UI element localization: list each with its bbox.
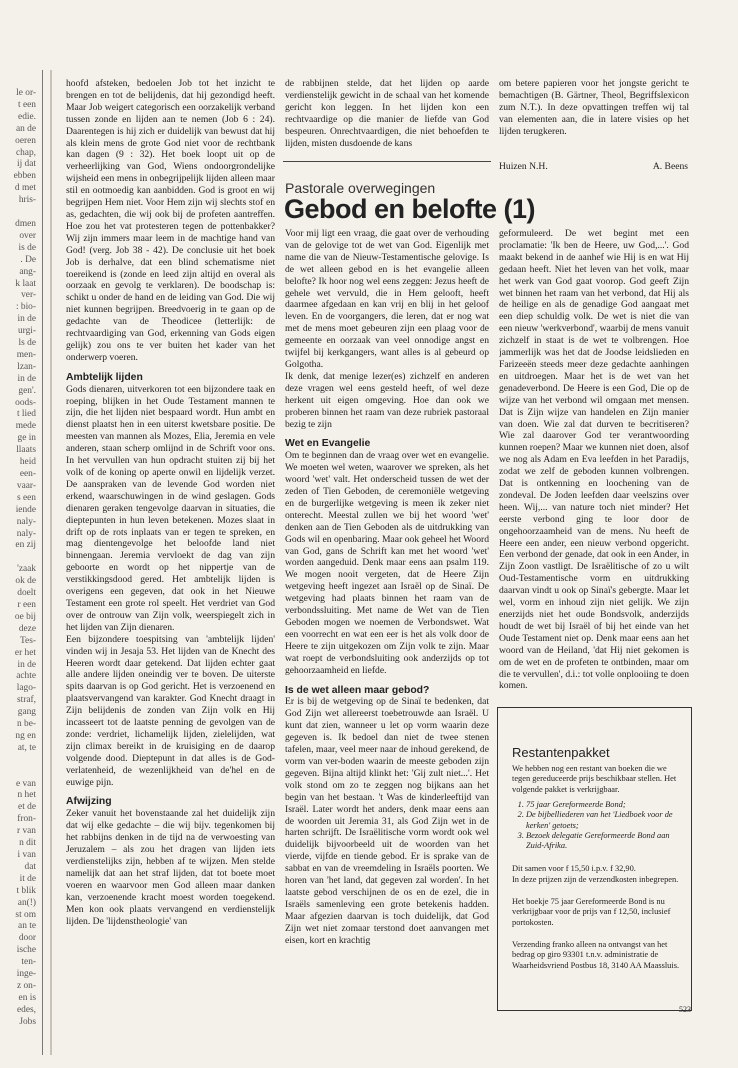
- fragment-line: door: [18, 933, 36, 944]
- column-3-continuation: [499, 78, 689, 160]
- list-item: 2. De bijbelliederen van het 'Liedboek voor de kerken' getoets;: [526, 810, 680, 831]
- fragment-line: ij dat: [16, 159, 36, 170]
- fragment-line: ok de: [15, 576, 36, 587]
- fragment-line: chap,: [15, 147, 36, 158]
- fragment-line: s een: [16, 492, 36, 503]
- fragment-line: [0, 767, 36, 779]
- paragraph: Zeker vanuit het bovenstaande zal het duidelijk zijn dat wij elke gedachte – die wij bijv. tegenkomen bij het rabbijns denken in de tijd na de verwoesting van Jeruzalem – als zou het dragen van lijden iets verdienstelijks zijn, hebben af te wijzen. Men stelde namelijk dat aan het straf lijden, dat tot boete moet voeren en waarvoor men God alleen maar danken kan, verzoenende kracht moest worden toegekend. Men kon ook plaats vervangend en verdienstelijk lijden. De 'lijdenstheologie' van: [66, 808, 275, 927]
- paragraph: Gods dienaren, uitverkoren tot een bijzondere taak en roeping, blijken in het Oude Testament mannen te zijn, die het lijden niet bespaard wordt. Hun ambt en dienst plaatst hen in een uiterst kwetsbare positie. De meesten van mannen als Mozes, Elia, Jeremia en vele anderen, staan scherp omlijnd in de Schrift voor ons. In het vervullen van hun opdracht stuiten zij bij het volk of de koning op aperte onwil en lijdelijk verzet. De aanspraken van de levende God worden niet erkend, waarschuwingen in de wind geslagen. Gods dienaren geraken tengevolge daarvan in situaties, die dieptepunten in hun leven betekenen. Mozes slaat in drift op de rots inplaats van er tegen te spreken, en mag dientengevolge het beloofde land niet binnengaan. Jeremia vervloekt de dag van zijn geboorte en wordt op het nippertje van de verstikkingsdood gered. Het ambtelijk lijden is overigens een gegeven, dat ook in het Nieuwe Testament een grote rol speelt. Het verdriet van God over de ontrouw van Zijn volk, weerspiegelt zich in het lijden van Zijn dienaren.: [66, 383, 275, 633]
- paragraph: Voor mij ligt een vraag, die gaat over de verhouding van de gelovige tot de wet van God. Eigenlijk met name die van de Nieuw-Testamentische gelovige. Is de wet alleen gebod en is het evangelie alleen belofte? Ik hoor nog wel eens zeggen: Jezus heeft de gehele wet vervuld, die in Hem gelooft, heeft daarmee afgedaan en kan vrij en blij in het geloof leven. En de voorgangers, die leren, dat er nog wat met de mens moet gebeuren zijn een plaag voor de gemeente en oorzaak van veel onnodige angst en twijfel bij kerkgangers, want alles is al gebeurd op Golgotha.: [285, 228, 489, 370]
- binding-shadow: [50, 70, 52, 1055]
- fragment-line: k laat: [15, 278, 36, 289]
- fragment-line: achte: [16, 671, 36, 682]
- paragraph: geformuleerd. De wet begint met een proclamatie: 'Ik ben de Heere, uw God,...'. God maakt bekend in de aanhef wie Hij is en wat Hij gedaan heeft. Niet het leven van het volk, maar het werk van God gaat voorop. God geeft Zijn wet binnen het raam van het verbond, dat Hij als de heilige en als de genadige God aangaat met een diep schuldig volk. De wet is niet die van een nieuw 'werkverbond', waarbij de mens vanuit zichzelf in staat is de wet te volbrengen. Hoe jammerlijk was het dat de Joodse leidslieden en Farizeeën steeds meer deze gedachte aanhingen en uitdroegen. Maar het is de wet van het genadeverbond. De Heere is een God, Die op de wijze van het verbond wil omgaan met mensen. Dat is Zijn wijze van handelen en Zijn manier van doen. Wie zal dat durven te becritiseren? Wie zal daarover God ter verantwoording kunnen roepen? Maar we kunnen niet doen, alsof we nog als Adam en Eva leefden in het Paradijs, zodat we zelf de geboden kunnen volbrengen. Dat is ontkenning en loochening van de zondeval. De Joden leefden daar veelszins over heen. Wij,... van nature toch niet minder? Het eerste verbond ging te loor door de ongehoorzaamheid van de mens. Nu heeft de Heere een ander, een nieuw verbond opgericht. Een verbond der genade, dat ook in een Ander, in Zijn Zoon vastligt. De Israëlitische of zo u wilt Oud-Testamentische vorm en uitdrukking daarvan vindt u ook op Sinaï's gebergte. Maar let wel, vorm en inhoud zijn niet gelijk. We zijn enerzijds niet het oude Bondsvolk, anderzijds houdt de wet bij Israël of bij het einde van het Oude Testament niet op. Denk maar eens aan het woord van de Heiland, 'dat Hij niet gekomen is om de wet en de profeten te ontbinden, maar om die te vervullen', d.i.: tot volle onplooiing te doen komen.: [499, 228, 689, 692]
- previous-page-fragment: [0, 88, 36, 1058]
- article-kicker: Pastorale overwegingen: [285, 180, 436, 196]
- fragment-line: [0, 552, 36, 564]
- box-title: Restantenpakket: [512, 745, 610, 760]
- box-paragraph: Verzending franko alleen na ontvangst van het bedrag op giro 93301 t.n.v. administratie de Waarheidsvriend Postbus 18, 3140 AA Maassluis.: [512, 940, 680, 970]
- fragment-line: deze: [18, 623, 36, 634]
- fragment-line: vaar-: [16, 480, 36, 491]
- fragment-line: ang-: [19, 266, 36, 277]
- fragment-line: ten-: [21, 957, 36, 968]
- column-2-continuation: [285, 78, 489, 148]
- fragment-line: i van: [17, 850, 36, 860]
- paragraph: hoofd afsteken, bedoelen Job tot het inzicht te brengen en tot de belijdenis, dat hij gezondigd heeft. Maar Job weigert categorisch een oorzakelijk verband tussen zonde en lijden aan te nemen (Job 6 : 24). Daarentegen is hij zich er duidelijk van bewust dat hij als klein mens de grote God niet voor de rechtbank kan dagen (9 : 32). Het boek loopt uit op de verheerlijking van God, Wiens ondoorgrondelijke wijsheid een mens in onbegrijpelijk lijden alleen maar stil en ootmoedig kan aanbidden. God is groot en wij begrijpen Hem niet. Voor Hem zijn wij slechts stof en as, gedachten, die wij ook bij de profeten aantreffen. Hoe zou het vat protesteren tegen de pottenbakker? Wij zijn immers maar leem in de machtige hand van God! (verg. Job 38 - 42). De conclusie uit het boek Job is derhalve, dat een blind schematisme niet toereikend is (zonde en leed zijn altijd en overal als oorzaak en gevolg te verklaren). De boodschap is: schikt u onder de hand en de leiding van God. Die wij niet kunnen begrijpen. Breedvoerig in te gaan op de gedachte van de Theodicee (letterlijk: de rechtvaardiging van God, erkenning van Gods eigen gelijk) zou ons te ver buiten het kader van het onderwerp voeren.: [66, 78, 275, 363]
- fragment-line: z on-: [16, 980, 36, 991]
- fragment-line: urgi-: [17, 326, 36, 337]
- column-3: [499, 228, 689, 698]
- fragment-line: n be-: [16, 719, 36, 730]
- fragment-line: [0, 755, 36, 767]
- fragment-line: mede: [15, 421, 36, 432]
- fragment-line: een-: [19, 469, 36, 479]
- fragment-line: r een: [17, 599, 36, 610]
- article-title: Gebod en belofte (1): [284, 194, 536, 224]
- fragment-line: en is: [18, 992, 36, 1003]
- fragment-line: ng en: [15, 730, 36, 741]
- subheading: Is de wet alleen maar gebod?: [285, 684, 430, 696]
- fragment-line: 'zaak: [17, 564, 36, 575]
- fragment-line: an de: [15, 123, 36, 134]
- fragment-line: et de: [18, 802, 36, 813]
- divider: [283, 161, 491, 162]
- fragment-line: e van: [15, 778, 36, 789]
- fragment-line: oods-: [15, 397, 36, 408]
- restantenpakket-box: [497, 707, 692, 1011]
- fragment-line: t lied: [16, 409, 36, 420]
- fragment-line: in de: [17, 373, 36, 384]
- page-number: 523: [679, 1005, 691, 1014]
- box-price: Dit samen voor f 15,50 i.p.v. f 32,90.: [512, 864, 636, 873]
- box-paragraph: Het boekje 75 jaar Gereformeerde Bond is nu verkrijgbaar voor de prijs van f 12,50, inclusief portokosten.: [512, 897, 671, 927]
- fragment-line: heid: [19, 457, 36, 468]
- fragment-line: lzan-: [17, 361, 36, 372]
- fragment-line: Tes-: [19, 635, 36, 646]
- fragment-line: in de: [17, 314, 36, 325]
- column-2: [285, 228, 489, 1054]
- list-item: 1. 75 jaar Gereformeerde Bond;: [526, 800, 680, 810]
- fragment-line: n dit: [19, 838, 36, 849]
- fragment-line: doelt: [17, 588, 36, 599]
- fragment-line: is de: [18, 242, 36, 253]
- column-1: [66, 78, 275, 1053]
- fragment-line: llaats: [16, 445, 36, 456]
- paragraph: Om te beginnen dan de vraag over wet en evangelie. We moeten wel weten, waarover we spreken, als het woord 'wet' valt. Het onderscheid tussen de wet der zeden of Tien Geboden, de ceremoniële wetgeving en de burgerlijke wetgeving is meen ik zeker niet onterecht. Meestal zullen we bij het woord 'wet' denken aan de Tien Geboden als de uitdrukking van Gods wil en openbaring. Maar ook geheel het Woord van God, gans de Schrift kan met het woord 'wet' worden aangeduid. Denk maar eens aan psalm 119. We mogen nooit vergeten, dat de Heere Zijn wetgeving heeft ingezet aan Israël op de Sinaï. De wetgeving had plaats binnen het raam van de verbondssluiting. Met name de Wet van de Tien Geboden mogen we noemen de Verbondswet. Wat een voorrecht en wat een eer is het als volk door de Heere te zijn uitgekozen om Zijn volk te zijn. Maar wat roept de verbondsluiting ook anderzijds op tot gehoorzaamheid en liefde.: [285, 450, 489, 676]
- fragment-line: dat: [24, 861, 36, 872]
- fragment-line: edes,: [16, 1004, 36, 1015]
- fragment-line: . De: [20, 254, 36, 265]
- fragment-line: edie.: [18, 111, 36, 122]
- fragment-line: le or-: [16, 88, 36, 98]
- fragment-line: naly-: [16, 516, 36, 527]
- fragment-line: oeren: [15, 135, 36, 146]
- subheading: Ambtelijk lijden: [66, 371, 143, 383]
- fragment-line: r van: [16, 826, 36, 837]
- author-name: A. Beens: [652, 161, 688, 172]
- fragment-line: ls de: [18, 338, 36, 349]
- fragment-line: fron-: [17, 814, 36, 825]
- fragment-line: in de: [17, 659, 36, 670]
- fragment-line: oe bij: [14, 611, 36, 622]
- fragment-line: lago-: [16, 683, 36, 694]
- fragment-line: straf,: [16, 695, 36, 706]
- fragment-line: ver-: [21, 290, 36, 301]
- gutter-rule: [42, 70, 43, 1055]
- box-price-note: In deze prijzen zijn de verzendkosten inbegrepen.: [512, 875, 679, 884]
- fragment-line: en zij: [15, 540, 36, 551]
- fragment-line: gen'.: [18, 385, 36, 396]
- fragment-line: dmen: [15, 218, 36, 229]
- fragment-line: st om: [15, 909, 36, 920]
- fragment-line: t een: [18, 99, 36, 110]
- fragment-line: over: [19, 230, 36, 241]
- author-signature: [499, 161, 688, 172]
- fragment-line: at, te: [17, 742, 36, 753]
- fragment-line: n het: [17, 790, 36, 801]
- fragment-line: inge-: [16, 969, 36, 980]
- fragment-line: ische: [16, 945, 36, 956]
- paragraph: Ik denk, dat menige lezer(es) zichzelf en anderen deze vragen wel eens gesteld heeft, of wel deze herkent uit eigen omgeving. Hoe dan ook we proberen binnen het raam van deze rubriek pastoraal bezig te zijn: [285, 370, 489, 430]
- fragment-line: it de: [19, 873, 36, 884]
- fragment-line: d met: [14, 183, 36, 194]
- paragraph: Er is bij de wetgeving op de Sinaï te bedenken, dat God Zijn wet allereerst toebetrouwde aan Israël. U kunt dat zien, wanneer u let op vorm waarin deze gegeven is. Ik bedoel dan niet de twee stenen tafelen, maar, veel meer naar de inhoud gerekend, de vorm van ver-boden waarin de meeste geboden zijn gegeven. Bijna altijd klinkt het: 'Gij zult niet...'. Het volk stond om zo te zeggen nog bijkans aan het begin van het bestaan. 't Was de kinderleeftijd van Israël. Later wordt het anders, denk maar eens aan de woorden uit Jeremia 31, als God Zijn wet in de harten schrijft. De Israëlitische vorm wordt ook wel duidelijk bijvoorbeeld uit de woorden van het vierde, vijfde en tiende gebod. Er is sprake van de sabbat en van de vreemdeling in Israëls poorten. We horen van 'het land, dat gegeven zal worden'. In het laatste gebod verschijnen de os en de ezel, die in Israëls samenleving een grote betekenis hadden. Maar afgezien daarvan is toch duidelijk, dat God Zijn wet niet zomaar terstond doet aanvangen met eisen, kort en krachtig: [285, 696, 489, 946]
- paragraph: de rabbijnen stelde, dat het lijden op aarde verdienstelijk gewicht in de schaal van het komende gericht kon leggen. In het lijden kon een rechtvaardige op die manier de liefde van God bespeuren. Onrechtvaardigen, die niet behoefden te lijden, misten dusdoende de kans: [285, 78, 489, 148]
- fragment-line: an te: [18, 921, 36, 932]
- fragment-line: : bio-: [15, 302, 36, 313]
- paragraph: Een bijzondere toespitsing van 'ambtelijk lijden' vinden wij in Jesaja 53. Het lijden van de Knecht des Heeren wordt daar getekend. Dat lijden echter gaat alle andere lijden oneindig ver te boven. De uiterste spits daarvan is op God gericht. Het is verzoenend en plaatsvervangend van karakter. God Knecht draagt in Zijn belijdenis de zonden van Zijn volk en Hij incasseert tot de laatste penning de gevolgen van de zonde: verdriet, lichamelijk lijden, zielelijden, wat zijn climax bereikt in de kruisiging en de daarop volgende dood. Dieptepunt in dat alles is de God-verlatenheid, de wezenlijkheid van de'hel en de euwige pijn.: [66, 633, 275, 788]
- paragraph: om betere papieren voor het jongste gericht te bemachtigen (B. Gärtner, Theol, Begriffslexicon zum N.T.). In deze opvattingen treffen wij tal van elementen aan, die in latere visies op het lijden terugkeren.: [499, 78, 689, 137]
- subheading: Wet en Evangelie: [285, 438, 371, 450]
- subheading: Afwijzing: [66, 796, 112, 808]
- location: Huizen N.H.: [499, 161, 548, 172]
- fragment-line: [0, 207, 36, 219]
- fragment-line: ge in: [17, 433, 36, 444]
- fragment-line: Jobs: [19, 1016, 36, 1027]
- fragment-line: gang: [17, 707, 36, 718]
- fragment-line: men-: [16, 349, 36, 360]
- fragment-line: an(!): [17, 897, 36, 908]
- fragment-line: ebben: [13, 171, 36, 182]
- fragment-line: naly-: [16, 528, 36, 539]
- fragment-line: t blik: [16, 885, 36, 896]
- fragment-line: er het: [14, 647, 36, 658]
- box-list: [512, 800, 680, 851]
- fragment-line: iende: [15, 504, 36, 515]
- list-item: 3. Bezoek delegatie Gereformeerde Bond aan Zuid-Afrika.: [526, 831, 680, 852]
- box-intro: We hebben nog een restant van boeken die we tegen gereduceerde prijs beschikbaar stellen. Het volgende pakket is verkrijgbaar.: [512, 764, 677, 794]
- fragment-line: hris-: [18, 195, 36, 206]
